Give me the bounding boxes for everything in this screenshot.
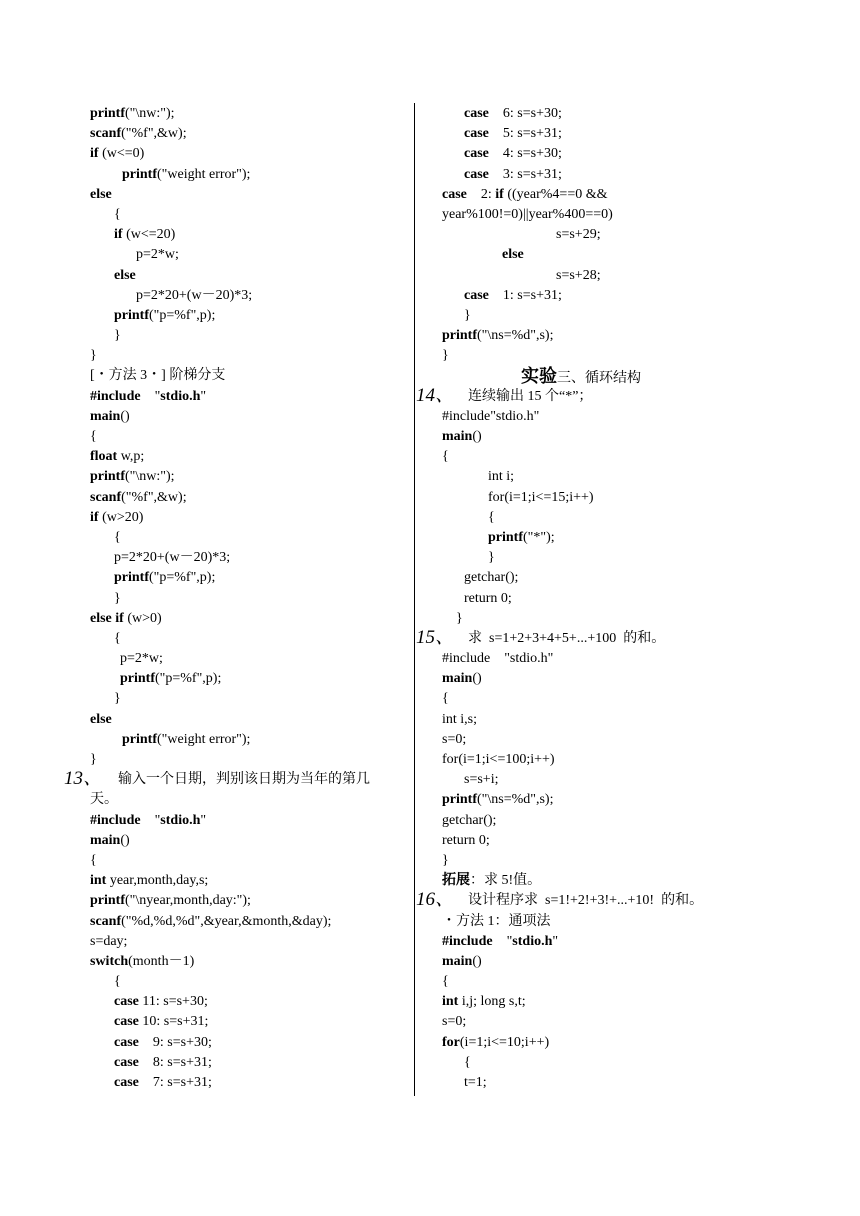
code-text: p=2*20+(w－20)*3;: [114, 550, 231, 566]
code-line: [90, 831, 408, 851]
code-line: [416, 831, 746, 851]
code-text: {: [442, 974, 449, 990]
code-text: ("p=%f",p);: [155, 671, 222, 687]
code-line: [416, 165, 746, 185]
code-line: [416, 225, 746, 245]
code-text: getchar();: [464, 570, 519, 586]
code-line: [90, 589, 408, 609]
code-line: [416, 528, 746, 548]
question-number: 15、: [416, 626, 455, 648]
code-text: (w<=20): [122, 227, 176, 243]
code-text: }: [442, 852, 449, 868]
code-line: [416, 508, 746, 528]
code-text: {: [114, 974, 121, 990]
code-line: [416, 932, 746, 952]
code-text: #include "stdio.h": [442, 651, 554, 667]
code-line: [90, 609, 408, 629]
code-text: [・方法 3・] 阶梯分支: [90, 368, 226, 384]
code-text: ("\nw:");: [125, 106, 175, 121]
code-keyword: printf: [122, 731, 157, 747]
code-text: ：求 5!值。: [470, 873, 542, 889]
code-keyword: main: [442, 429, 473, 444]
code-line: [90, 467, 408, 487]
code-keyword: int: [90, 873, 107, 889]
question-line: [416, 626, 746, 649]
code-line: [416, 185, 746, 205]
code-keyword: case: [464, 126, 489, 142]
code-line: [90, 1033, 408, 1053]
code-text: {: [464, 1054, 471, 1070]
question-number: 16、: [416, 889, 455, 911]
code-line: [90, 1053, 408, 1073]
code-line: [416, 649, 746, 669]
code-keyword: else: [90, 186, 112, 202]
code-line: [90, 306, 408, 326]
code-text: 4: s=s+30;: [488, 146, 562, 162]
code-keyword: int: [442, 994, 459, 1010]
right-code-column: [416, 104, 746, 1093]
code-line: [90, 629, 408, 649]
code-keyword: 拓展: [442, 873, 470, 889]
code-text: }: [442, 348, 449, 364]
code-line: [90, 144, 408, 164]
code-line: [90, 427, 408, 447]
question-line: [416, 384, 746, 407]
code-line: [416, 952, 746, 972]
code-keyword: #include: [442, 933, 493, 949]
code-line: [416, 730, 746, 750]
code-line: [416, 286, 746, 306]
code-text: (): [120, 408, 130, 424]
code-line: [90, 1073, 408, 1093]
code-text: "stdio.h": [140, 388, 207, 404]
code-keyword: case: [464, 166, 489, 182]
code-keyword: for: [442, 1034, 460, 1050]
code-text: (): [472, 429, 482, 444]
code-line: [416, 689, 746, 709]
code-line: [416, 447, 746, 467]
code-line: [416, 346, 746, 366]
code-text: {: [90, 852, 97, 868]
code-text: }: [90, 348, 97, 364]
code-line: [90, 508, 408, 528]
code-keyword: else: [90, 711, 112, 727]
code-text: w,p;: [117, 449, 145, 465]
code-line: [90, 649, 408, 669]
code-keyword: scanf: [90, 489, 122, 505]
code-line: [416, 1053, 746, 1073]
code-keyword: if: [90, 146, 99, 162]
code-text: {: [114, 529, 121, 545]
code-line: [90, 689, 408, 709]
code-line: [90, 286, 408, 306]
code-text: ("\ns=%d",s);: [477, 792, 554, 808]
code-text: ("\nw:");: [125, 469, 175, 485]
code-text: }: [456, 610, 463, 626]
code-text: 11: s=s+30;: [138, 994, 208, 1010]
code-line: [90, 932, 408, 952]
question-number: 13、: [64, 768, 103, 790]
code-line: [416, 790, 746, 810]
code-text: ("*");: [523, 529, 555, 545]
code-keyword: case: [464, 146, 489, 162]
code-line: [90, 366, 408, 386]
code-keyword: case: [114, 994, 139, 1010]
code-text: p=2*20+(w－20)*3;: [136, 287, 253, 303]
code-text: ("%f",&w);: [121, 489, 187, 505]
code-line: [90, 811, 408, 831]
code-text: 7: s=s+31;: [138, 1075, 212, 1090]
code-text: 10: s=s+31;: [138, 1014, 209, 1030]
question-text: 连续输出 15 个“*”；: [468, 388, 593, 404]
code-text: (month－1): [128, 953, 195, 969]
code-text: {: [488, 509, 495, 525]
code-keyword: float: [90, 449, 118, 465]
code-text: {: [114, 630, 121, 646]
code-line: [416, 124, 746, 144]
code-text: {: [442, 691, 449, 707]
code-line: [416, 326, 746, 346]
code-text: s=s+i;: [464, 772, 499, 788]
code-line: [416, 548, 746, 568]
code-line: [90, 891, 408, 911]
code-line: [90, 266, 408, 286]
code-keyword: if: [495, 186, 504, 202]
code-text: }: [114, 590, 121, 606]
code-text: i,j; long s,t;: [458, 994, 526, 1010]
code-line: [416, 609, 746, 629]
code-text: ("%d,%d,%d",&year,&month,&day);: [121, 913, 332, 929]
code-line: [90, 185, 408, 205]
code-line: [90, 387, 408, 407]
code-text: 9: s=s+30;: [138, 1034, 212, 1050]
code-text: s=s+29;: [556, 227, 601, 243]
code-keyword: scanf: [90, 913, 122, 929]
code-line: [90, 205, 408, 225]
code-line: [416, 306, 746, 326]
code-line: [90, 104, 408, 124]
code-keyword: else if: [90, 610, 124, 626]
code-line: [416, 589, 746, 609]
code-keyword: else: [502, 247, 524, 263]
code-line: [90, 992, 408, 1012]
code-text: t=1;: [464, 1075, 487, 1090]
code-line: [90, 326, 408, 346]
code-line: [416, 467, 746, 487]
code-line: [90, 710, 408, 730]
code-text: s=0;: [442, 1014, 467, 1030]
section-heading-bold: 实验: [521, 366, 557, 387]
code-keyword: printf: [114, 570, 149, 586]
code-line: [90, 730, 408, 750]
code-line: [416, 427, 746, 447]
question-text: 设计程序求 s=1!+2!+3!+...+10! 的和。: [468, 893, 704, 909]
code-line: [416, 205, 746, 225]
code-keyword: printf: [442, 792, 477, 808]
code-text: p=2*w;: [120, 651, 163, 667]
code-text: ("weight error");: [157, 731, 251, 747]
code-line: [90, 488, 408, 508]
code-text: #include"stdio.h": [442, 408, 540, 424]
code-line: [416, 972, 746, 992]
code-text: }: [488, 550, 495, 566]
code-text: ("%f",&w);: [121, 126, 187, 142]
code-keyword: main: [90, 832, 121, 848]
code-text: (i=1;i<=10;i++): [459, 1034, 550, 1050]
code-keyword: printf: [122, 166, 157, 182]
code-keyword: printf: [90, 469, 125, 485]
code-text: ((year%4==0 &&: [503, 186, 608, 202]
code-text: return 0;: [464, 590, 512, 606]
code-text: s=s+28;: [556, 267, 601, 283]
code-line: [416, 750, 746, 770]
code-keyword: case: [442, 186, 467, 202]
code-text: 5: s=s+31;: [488, 126, 562, 142]
code-text: (w>0): [123, 610, 162, 626]
code-line: [90, 790, 408, 810]
code-text: ("p=%f",p);: [149, 570, 216, 586]
code-keyword: printf: [120, 671, 155, 687]
code-keyword: if: [90, 509, 99, 525]
code-keyword: printf: [488, 529, 523, 545]
code-line: [90, 528, 408, 548]
code-text: year%100!=0)||year%400==0): [442, 206, 613, 222]
code-keyword: main: [90, 408, 121, 424]
code-keyword: #include: [90, 812, 141, 828]
code-line: [416, 488, 746, 508]
code-line: [416, 144, 746, 164]
code-line: [416, 871, 746, 891]
question-number: 14、: [416, 384, 455, 406]
code-line: [416, 1012, 746, 1032]
code-keyword: switch: [90, 953, 129, 969]
code-text: }: [90, 752, 97, 767]
code-text: (w>20): [98, 509, 144, 525]
code-line: [416, 851, 746, 871]
code-line: [416, 104, 746, 124]
code-line: [90, 568, 408, 588]
section-heading: [416, 366, 746, 386]
code-text: (w<=0): [98, 146, 145, 162]
code-text: (): [472, 671, 482, 687]
code-keyword: printf: [114, 307, 149, 323]
code-line: [90, 407, 408, 427]
code-line: [416, 1033, 746, 1053]
column-divider: [414, 103, 415, 1096]
code-line: [416, 912, 746, 932]
code-keyword: printf: [442, 328, 477, 344]
code-line: [90, 871, 408, 891]
code-line: [416, 770, 746, 790]
code-line: [416, 710, 746, 730]
code-line: [90, 669, 408, 689]
section-heading-text: 三、循环结构: [557, 371, 641, 387]
code-keyword: case: [114, 1075, 139, 1090]
question-text: 求 s=1+2+3+4+5+...+100 的和。: [468, 630, 666, 646]
code-text: for(i=1;i<=100;i++): [442, 752, 555, 767]
code-text: }: [114, 328, 121, 344]
code-keyword: #include: [90, 388, 141, 404]
code-keyword: main: [442, 953, 473, 969]
code-line: [416, 669, 746, 689]
code-line: [90, 912, 408, 932]
code-line: [416, 266, 746, 286]
code-keyword: case: [464, 287, 489, 303]
left-code-column: [64, 104, 408, 1093]
code-keyword: scanf: [90, 126, 122, 142]
code-line: [90, 972, 408, 992]
code-text: ・方法 1：通项法: [442, 913, 551, 929]
code-line: [416, 245, 746, 265]
code-text: }: [114, 691, 121, 707]
code-line: [90, 124, 408, 144]
code-keyword: printf: [90, 893, 125, 909]
code-line: [90, 165, 408, 185]
code-line: [90, 245, 408, 265]
code-keyword: main: [442, 671, 473, 687]
code-line: [416, 407, 746, 427]
code-text: 6: s=s+30;: [488, 106, 562, 121]
code-keyword: printf: [90, 106, 125, 121]
code-keyword: case: [114, 1054, 139, 1070]
code-text: ("p=%f",p);: [149, 307, 216, 323]
code-text: 天。: [90, 792, 118, 808]
code-line: [90, 1012, 408, 1032]
code-text: ("\ns=%d",s);: [477, 328, 554, 344]
code-line: [90, 750, 408, 770]
code-text: s=0;: [442, 731, 467, 747]
code-text: }: [464, 307, 471, 323]
code-text: 8: s=s+31;: [138, 1054, 212, 1070]
code-text: (): [472, 953, 482, 969]
code-line: [416, 992, 746, 1012]
code-text: int i;: [488, 469, 515, 485]
code-text: (): [120, 832, 130, 848]
code-text: "stdio.h": [492, 933, 559, 949]
code-text: 3: s=s+31;: [488, 166, 562, 182]
code-line: [90, 952, 408, 972]
code-text: ("weight error");: [157, 166, 251, 182]
code-line: [416, 811, 746, 831]
code-text: {: [90, 429, 97, 444]
code-keyword: case: [114, 1034, 139, 1050]
question-text: 输入一个日期，判别该日期为当年的第几: [118, 772, 370, 788]
code-text: "stdio.h": [140, 812, 207, 828]
code-text: int i,s;: [442, 711, 478, 727]
code-keyword: case: [114, 1014, 139, 1030]
code-text: {: [442, 449, 449, 465]
code-line: [90, 225, 408, 245]
code-text: s=day;: [90, 933, 128, 949]
code-keyword: else: [114, 267, 136, 283]
code-line: [90, 346, 408, 366]
code-text: 1: s=s+31;: [488, 287, 562, 303]
code-text: p=2*w;: [136, 247, 179, 263]
code-text: getchar();: [442, 812, 497, 828]
code-line: [90, 851, 408, 871]
code-text: for(i=1;i<=15;i++): [488, 489, 594, 505]
code-line: [416, 1073, 746, 1093]
code-keyword: case: [464, 106, 489, 121]
question-line: [416, 891, 746, 911]
question-line: [64, 768, 408, 790]
code-text: 2:: [466, 186, 496, 202]
code-line: [90, 548, 408, 568]
code-line: [416, 568, 746, 588]
code-text: year,month,day,s;: [106, 873, 209, 889]
code-text: {: [114, 206, 121, 222]
code-line: [90, 447, 408, 467]
code-text: ("\nyear,month,day:");: [125, 893, 251, 909]
code-text: return 0;: [442, 832, 490, 848]
code-keyword: if: [114, 227, 123, 243]
